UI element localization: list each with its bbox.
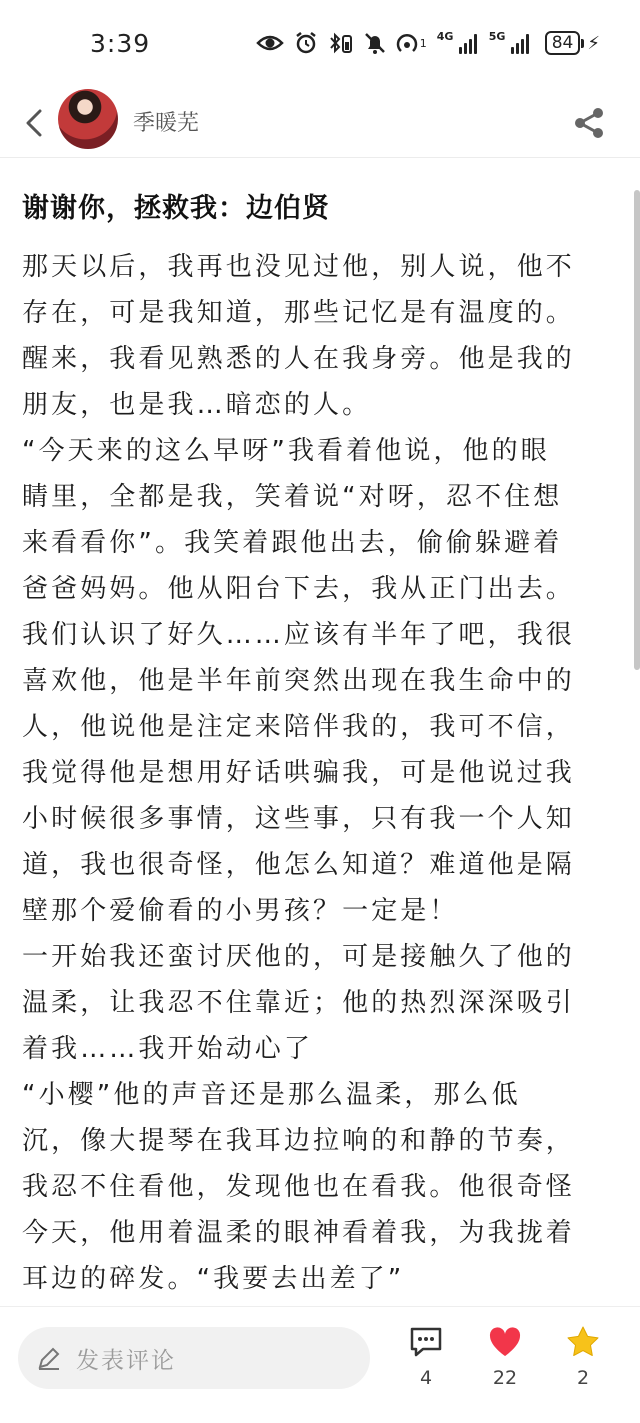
mute-bell-icon xyxy=(364,30,386,56)
article-line: 我们认识了好久……应该有半年了吧，我很 xyxy=(22,620,575,650)
article-line: 壁那个爱偷看的小男孩？一定是！ xyxy=(22,896,459,926)
article-line: 人，他说他是注定来陪伴我的，我可不信， xyxy=(22,712,575,742)
comment-bubble-icon xyxy=(409,1325,443,1359)
signal-5g-icon xyxy=(488,30,529,54)
article-line: 我忍不住看他，发现他也在看我。他很奇怪 xyxy=(22,1172,575,1202)
article-line: 温柔，让我忍不住靠近；他的热烈深深吸引 xyxy=(22,988,575,1018)
bluetooth-battery-icon xyxy=(328,30,354,56)
comment-placeholder: 发表评论 xyxy=(76,1347,176,1374)
status-bar xyxy=(0,0,640,86)
article-body xyxy=(22,244,620,1302)
battery-indicator xyxy=(545,31,600,55)
net-type-1: 4G xyxy=(436,30,454,43)
article-line: 那天以后，我再也没见过他，别人说，他不 xyxy=(22,252,575,282)
article-line: 来看看你”。我笑着跟他出去，偷偷躲避着 xyxy=(22,528,563,558)
article-line: 着我……我开始动心了 xyxy=(22,1034,314,1064)
header-divider xyxy=(0,157,640,158)
scrollbar-thumb[interactable] xyxy=(634,190,640,670)
article-header xyxy=(0,86,640,158)
article-line: 爸爸妈妈。他从阳台下去，我从正门出去。 xyxy=(22,574,575,604)
article-line: 睛里，全都是我，笑着说“对呀，忍不住想 xyxy=(22,482,563,512)
charging-icon: ⚡ xyxy=(587,32,600,54)
article-line: 小时候很多事情，这些事，只有我一个人知 xyxy=(22,804,575,834)
share-icon[interactable] xyxy=(572,106,606,140)
article-title: 谢谢你，拯救我：边伯贤 xyxy=(22,193,330,224)
article-line: 耳边的碎发。“我要去出差了” xyxy=(22,1264,405,1294)
article-line: “今天来的这么早呀”我看着他说，他的眼 xyxy=(22,436,550,466)
article-line: 存在，可是我知道，那些记忆是有温度的。 xyxy=(22,298,575,328)
bottom-bar xyxy=(0,1306,640,1423)
author-name[interactable]: 季暖芜 xyxy=(133,111,200,136)
status-icons xyxy=(256,30,600,56)
comments-count: 4 xyxy=(419,1367,433,1389)
star-icon xyxy=(566,1325,600,1359)
article-line: “小樱”他的声音还是那么温柔，那么低 xyxy=(22,1080,521,1110)
eye-icon xyxy=(256,30,284,56)
heart-icon xyxy=(488,1325,522,1359)
favorites-count: 2 xyxy=(576,1367,590,1389)
status-time: 3:39 xyxy=(90,28,151,58)
likes-count: 22 xyxy=(492,1367,518,1389)
net-type-2: 5G xyxy=(488,30,506,43)
hotspot-count: 1 xyxy=(419,36,427,50)
article-line: 醒来，我看见熟悉的人在我身旁。他是我的 xyxy=(22,344,575,374)
battery-level: 84 xyxy=(545,31,581,55)
back-icon[interactable] xyxy=(22,108,48,138)
article-line: 一开始我还蛮讨厌他的，可是接触久了他的 xyxy=(22,942,575,972)
article-line: 今天，他用着温柔的眼神看着我，为我拢着 xyxy=(22,1218,575,1248)
signal-4g-icon xyxy=(436,30,477,54)
alarm-icon xyxy=(294,30,318,56)
article-line: 喜欢他，他是半年前突然出现在我生命中的 xyxy=(22,666,575,696)
comments-button[interactable] xyxy=(396,1325,456,1389)
avatar[interactable] xyxy=(58,89,118,149)
article-line: 朋友，也是我…暗恋的人。 xyxy=(22,390,372,420)
pencil-icon xyxy=(36,1345,62,1371)
article-line: 我觉得他是想用好话哄骗我，可是他说过我 xyxy=(22,758,575,788)
article-line: 道，我也很奇怪，他怎么知道？难道他是隔 xyxy=(22,850,575,880)
hotspot-icon xyxy=(396,30,427,56)
battery-tip xyxy=(581,39,584,48)
comment-input[interactable] xyxy=(18,1327,370,1389)
like-button[interactable] xyxy=(475,1325,535,1389)
favorite-button[interactable] xyxy=(553,1325,613,1389)
article-line: 沉，像大提琴在我耳边拉响的和静的节奏， xyxy=(22,1126,575,1156)
